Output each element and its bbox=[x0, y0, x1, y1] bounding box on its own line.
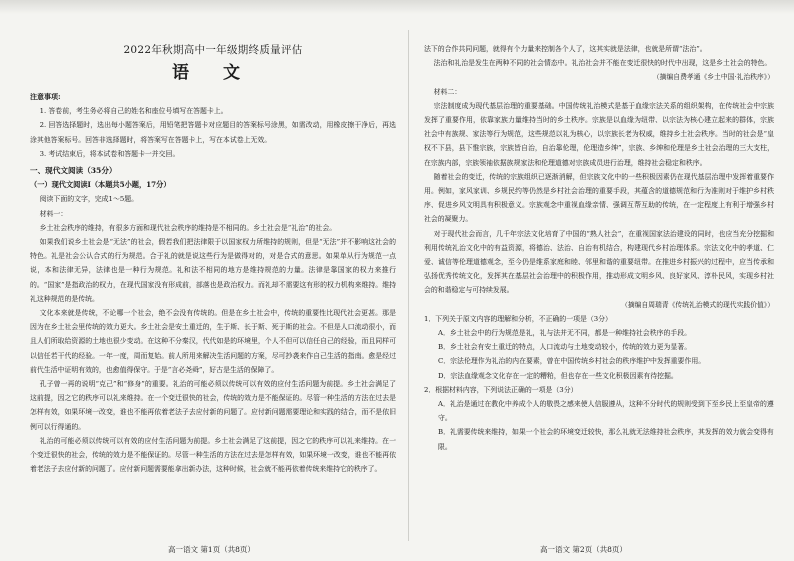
material-label: 材料二： bbox=[433, 87, 462, 96]
question-option: A．乡土社会中的行为规范是礼，礼与法并无不同，都是一种维持社会秩序的手段。 bbox=[438, 329, 692, 338]
notice-item: 3. 考试结束后，将本试卷和答题卡一并交回。 bbox=[39, 149, 180, 158]
page-footer-right: 高一语文 第2页（共8页） bbox=[540, 545, 627, 554]
passage-paragraph: 法治和礼治是发生在两种不同的社会情态中。礼治社会并不能在变迁很快的时代中出现，这是乡土社会的特色。 bbox=[433, 59, 772, 68]
question-option: D．宗法血缘观念文化存在一定的糟粕，但也存在一些文化积极因素有待挖掘。 bbox=[438, 371, 678, 380]
source-citation: （摘编自费孝通《乡土中国·礼治秩序》） bbox=[652, 73, 774, 82]
question-option: A．礼治是通过在教化中养成个人的敬畏之感来使人信服遵从，这种不分时代的规则受到下至乡民上至皇帝的遵守。 bbox=[438, 400, 774, 423]
scan-edge bbox=[0, 0, 794, 14]
passage-paragraph: 随着社会的变迁，传统的宗族组织已逐渐消解，但宗族文化中的一些积极因素仍在现代基层治理中发挥着重要作用。例如，家风家训、乡规民约等仍然是乡村社会治理的重要手段，其蕴含的道德规范和行为准则对于维护乡村秩序、促进乡风文明具有积极意义。宗族观念中重视血缘亲情、强调互帮互助的传统，在一定程度上有利于增强乡村社会的凝聚力。 bbox=[424, 172, 774, 224]
left-column bbox=[30, 40, 396, 531]
subject-title: 语 文 bbox=[172, 63, 254, 83]
page-gutter bbox=[408, 30, 409, 541]
page-footer-left: 高一语文 第1页（共8页） bbox=[168, 545, 255, 554]
passage-paragraph: 宗法制度成为现代基层治理的重要基础。中国传统礼治模式是基于血缘宗法关系的组织架构，在传统社会中宗族发挥了重要作用，依靠家族力量维持当时的乡土秩序。宗族是以血缘为纽带、以宗法为核心建立起来的群体，宗族社会中有族规、家法等行为规范，这些规范以礼为核心，以宗族长老为权威，维持乡土社会秩序。当时的社会是“皇权不下县，县下惟宗族，宗族皆自治，自治靠伦理，伦理造乡绅”，宗族、乡绅和伦理是乡土社会治理的三大支柱，在宗族内部，宗族领袖依据族规家法和伦理道德对宗族成员进行治理，维持社会稳定和秩序。 bbox=[424, 101, 774, 167]
passage-paragraph: 如果我们说乡土社会是“无法”的社会，假若我们把法律限于以国家权力所维持的规则，但是“无法”并不影响这社会的特色。礼是社会公认合式的行为规范。合于礼的就是说这些行为是做得对的，对是合式的意思。如果单从行为规范一点说，本和法律无异，法律也是一种行为规范。礼和法不相同的地方是维持规范的力量。法律是靠国家的权力来推行的。“国家”是指政治的权力，在现代国家没有形成前，部落也是政治权力。而礼却不需要这有形的权力机构来维持。维持礼这种规范的是传统。 bbox=[30, 238, 396, 303]
passage-paragraph: 对于现代社会而言，几千年宗法文化培育了中国的“熟人社会”，在重视国家法治建设的同时，也应当充分挖掘和利用传统礼治文化中的有益资源，将德治、法治、自治有机结合，构建现代乡村治理体系。宗法文化中的孝道、仁爱、诚信等伦理道德观念，至今仍是维系家庭和睦、邻里和谐的重要纽带。在推进乡村振兴的过程中，应当传承和弘扬优秀传统文化，发挥其在基层社会治理中的积极作用，推动形成文明乡风、良好家风、淳朴民风，实现乡村社会的和谐稳定与可持续发展。 bbox=[424, 229, 774, 295]
instruction: 阅读下面的文字，完成1～5题。 bbox=[39, 195, 139, 204]
notice-item: 1. 答卷前，考生务必将自己的姓名和座位号填写在答题卡上。 bbox=[39, 107, 228, 116]
notice-heading: 注意事项: bbox=[30, 92, 61, 101]
question-option: B．乡土社会有安土重迁的特点，人口流动与土地变动较小，传统的效力更为显著。 bbox=[438, 343, 692, 352]
passage-paragraph: 法下的合作共同问题，就得有个力量来控制各个人了，这其实就是法律，也就是所谓“法治”。 bbox=[424, 45, 707, 53]
question-option: B．礼需要传统来维持，如果一个社会的环境变迁较快，那么礼就无法维持社会秩序，其发挥的效力就会变得有限。 bbox=[438, 428, 774, 451]
question-stem: 2．根据材料内容，下列说法正确的一项是（3分） bbox=[424, 385, 578, 394]
right-column bbox=[424, 42, 774, 531]
question-stem: 1．下列关于原文内容的理解和分析，不正确的一项是（3分） bbox=[424, 314, 612, 323]
passage-paragraph: 乡土社会秩序的维持，有很多方面和现代社会秩序的维持是不相同的。乡土社会是“礼治”的社会。 bbox=[39, 223, 337, 232]
section-title: 一、现代文阅读（35分） bbox=[30, 166, 117, 176]
material-label: 材料一： bbox=[39, 209, 68, 218]
subsection-title: （一）现代文阅读Ⅰ（本题共5小题，17分） bbox=[30, 180, 171, 190]
question-option: C．宗法伦理作为礼治的内在要素，曾在中国传统乡村社会的秩序维护中发挥重要作用。 bbox=[438, 357, 706, 366]
exam-title: 2022年秋期高中一年级期终质量评估 bbox=[123, 44, 303, 56]
passage-paragraph: 礼治的可能必须以传统可以有效的应付生活问题为前提。乡土社会满足了这前提，因之它的秩序可以礼来维持。在一个变迁很快的社会，传统的效力是不能保证的。尽管一种生活的方法在过去是怎样有效，如果环境一改变，谁也不能再依着老法子去应付新的问题了。应付新问题需要能拿出新办法，这种时候，社会就不能再依着传统来维持它的秩序了。 bbox=[30, 436, 396, 474]
notice-item: 2. 回答选择题时，选出每小题答案后，用铅笔把答题卡对应题目的答案标号涂黑，如需改动，用橡皮擦干净后，再选涂其他答案标号。回答非选择题时，将答案写在答题卡上，写在本试卷上无效。 bbox=[30, 121, 396, 144]
passage-paragraph: 文化本来就是传统，不论哪一个社会，绝不会没有传统的。但是在乡土社会中，传统的重要性比现代社会更甚。那是因为在乡土社会里传统的效力更大。乡土社会是安土重迁的，生于斯、长于斯、死于斯的社会。不但是人口流动很小，而且人们所取给资源的土地也很少变动。在这种不分秦汉，代代如是的环境里，个人不但可以信任自己的经验，而且同样可以信任若干代的经验。一年一度，周而复始。前人所用来解决生活问题的方案，尽可抄袭来作自己生活的指南。愈是经过前代生活中证明有效的，也愈值得保守。于是“言必尧舜”，好古是生活的保障了。 bbox=[30, 309, 396, 374]
passage-paragraph: 孔子曾一再的说明“克己”和“修身”的重要。礼治的可能必须以传统可以有效的应付生活问题为前提。乡土社会满足了这前提，因之它的秩序可以礼来维持。在一个变迁很快的社会，传统的效力是不能保证的。尽管一种生活的方法在过去是怎样有效，如果环境一改变，谁也不能再依着老法子去应付新的问题了。应付新问题需要理论和实践的结合，而不是依旧例可以行得通的。 bbox=[30, 380, 396, 431]
source-citation: （摘编自周瑞青《传统礼治模式的现代实践价值》） bbox=[621, 300, 774, 309]
